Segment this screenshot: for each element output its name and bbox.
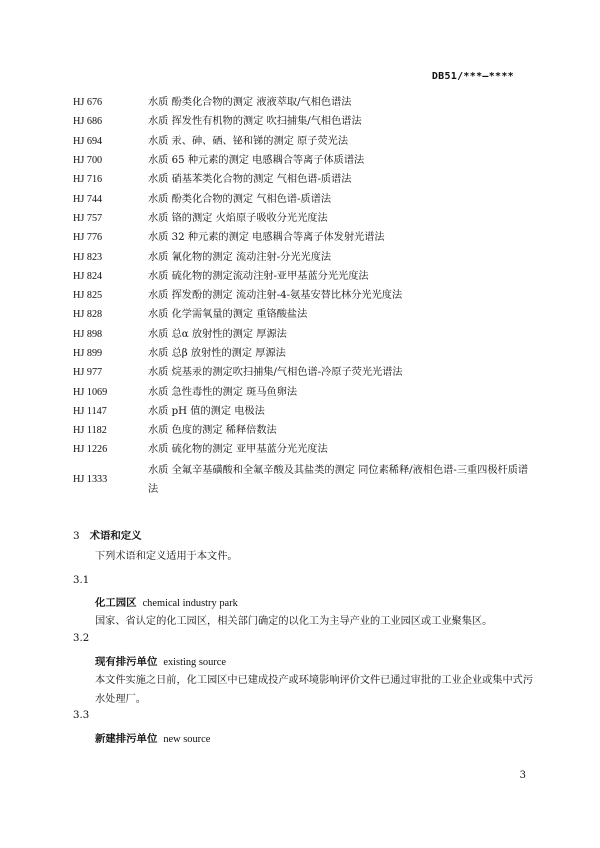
standard-row — [73, 132, 533, 151]
section-number: 3 — [73, 530, 80, 542]
standard-title: 水质 硫化物的测定 亚甲基蓝分光光度法 — [148, 444, 328, 456]
standard-title: 水质 色度的测定 稀释倍数法 — [148, 425, 277, 437]
standard-row — [73, 286, 533, 305]
term-definition: 国家、省认定的化工园区，相关部门确定的以化工为主导产业的工业园区或工业聚集区。 — [95, 616, 493, 627]
clause-number: 3.3 — [73, 710, 90, 721]
document-code: DB51/***—**** — [431, 71, 514, 82]
standard-code: HJ 1147 — [73, 405, 107, 417]
standard-title: 水质 pH 值的测定 电极法 — [148, 405, 265, 417]
term-zh: 现有排污单位 — [95, 656, 158, 668]
standard-code: HJ 700 — [73, 155, 103, 167]
standard-row — [73, 151, 533, 170]
standard-row — [73, 247, 533, 266]
standard-title: 水质 挥发性有机物的测定 吹扫捕集/气相色谱法 — [148, 116, 362, 128]
term-en: chemical industry park — [142, 598, 238, 609]
standard-row — [73, 363, 533, 382]
standard-code: HJ 828 — [73, 309, 103, 321]
standard-code: HJ 899 — [73, 348, 103, 359]
standard-code: HJ 1226 — [73, 444, 108, 456]
standard-row — [73, 170, 533, 189]
clause-number: 3.2 — [73, 633, 90, 644]
page-number: 3 — [519, 770, 526, 781]
standard-title: 水质 总β 放射性的测定 厚源法 — [148, 348, 286, 359]
section-title: 术语和定义 — [89, 530, 142, 542]
standard-row — [73, 305, 533, 324]
standard-code: HJ 898 — [73, 328, 103, 340]
standard-row — [73, 228, 533, 247]
standard-row — [73, 344, 533, 363]
standard-row — [73, 209, 533, 228]
standard-code: HJ 824 — [73, 270, 103, 282]
standard-title: 水质 急性毒性的测定 斑马鱼卵法 — [148, 386, 298, 398]
term-zh: 化工园区 — [95, 597, 137, 609]
standard-title: 水质 氰化物的测定 流动注射-分光光度法 — [148, 251, 332, 263]
standard-code: HJ 823 — [73, 251, 103, 263]
term-heading — [95, 730, 210, 745]
section-intro: 下列术语和定义适用于本文件。 — [95, 551, 238, 562]
standard-row — [73, 267, 533, 286]
standard-title: 水质 烷基汞的测定吹扫捕集/气相色谱-冷原子荧光光谱法 — [148, 367, 403, 379]
term-en: new source — [163, 734, 211, 745]
standard-title: 水质 化学需氧量的测定 重铬酸盐法 — [148, 309, 308, 321]
term-zh: 新建排污单位 — [95, 733, 158, 745]
standard-row — [73, 189, 533, 208]
standard-code: HJ 694 — [73, 135, 103, 147]
standard-row — [73, 93, 533, 112]
term-heading — [95, 653, 226, 668]
standard-title: 水质 酚类化合物的测定 气相色谱-质谱法 — [148, 193, 332, 205]
standard-title: 水质 65 种元素的测定 电感耦合等离子体质谱法 — [148, 155, 365, 167]
standard-title: 水质 32 种元素的测定 电感耦合等离子体发射光谱法 — [148, 232, 385, 244]
standard-row — [73, 112, 533, 131]
term-definition: 本文件实施之日前，化工园区中已建成投产或环境影响评价文件已通过审批的工业企业或集中式污水处理厂。 — [95, 675, 534, 705]
standard-title: 水质 硝基苯类化合物的测定 气相色谱-质谱法 — [148, 174, 352, 186]
standard-code: HJ 825 — [73, 290, 103, 302]
standard-code: HJ 716 — [73, 174, 103, 186]
standard-row — [73, 421, 533, 440]
standard-code: HJ 1333 — [73, 474, 108, 486]
standard-code: HJ 676 — [73, 97, 103, 109]
standard-row — [73, 402, 533, 421]
standard-row — [73, 460, 533, 500]
standard-code: HJ 686 — [73, 116, 103, 128]
standard-code: HJ 776 — [73, 232, 103, 244]
normative-references-list — [73, 93, 533, 500]
standard-code: HJ 1182 — [73, 425, 107, 437]
standard-title: 水质 汞、砷、硒、铋和锑的测定 原子荧光法 — [148, 135, 349, 147]
term-heading — [95, 594, 238, 609]
standard-title: 水质 酚类化合物的测定 液液萃取/气相色谱法 — [148, 97, 352, 109]
standard-row — [73, 382, 533, 401]
standard-code: HJ 757 — [73, 212, 103, 224]
standard-title: 水质 挥发酚的测定 流动注射-4-氨基安替比林分光光度法 — [148, 290, 403, 302]
standard-code: HJ 1069 — [73, 386, 108, 398]
standard-title: 水质 总α 放射性的测定 厚源法 — [148, 328, 287, 340]
standard-title: 水质 铬的测定 火焰原子吸收分光光度法 — [148, 212, 328, 224]
section-heading — [73, 527, 142, 542]
standard-title: 水质 硫化物的测定流动注射-亚甲基蓝分光光度法 — [148, 270, 369, 282]
term-en: existing source — [163, 657, 226, 668]
standard-code: HJ 744 — [73, 193, 103, 205]
clause-number: 3.1 — [73, 575, 90, 586]
standard-row — [73, 325, 533, 344]
standard-code: HJ 977 — [73, 367, 103, 379]
standard-row — [73, 440, 533, 459]
standard-title: 水质 全氟辛基磺酸和全氟辛酸及其盐类的测定 同位素稀释/液相色谱-三重四极杆质谱法 — [148, 464, 529, 495]
